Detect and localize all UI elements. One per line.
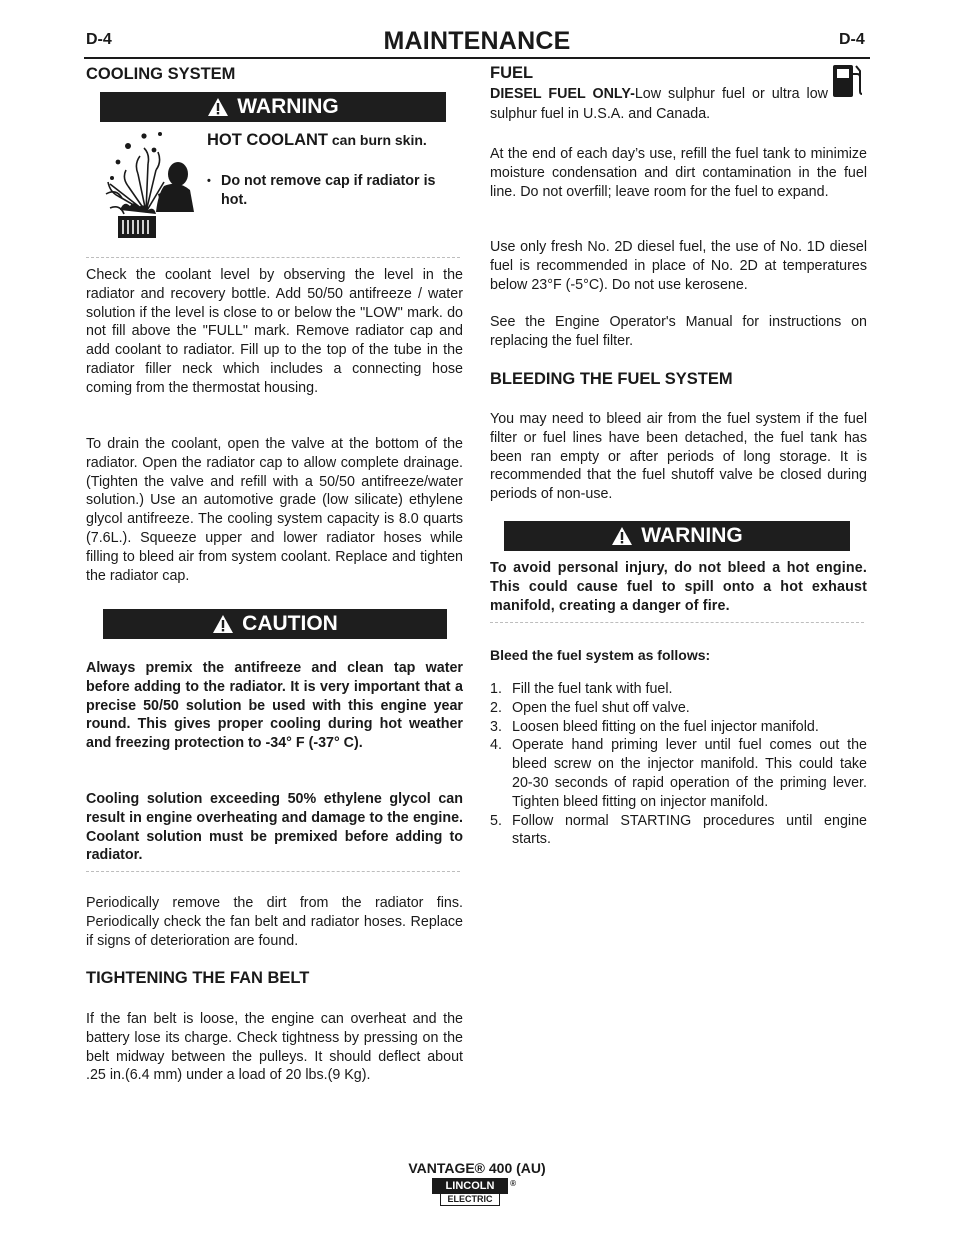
hot-coolant-title: HOT COOLANT — [207, 131, 328, 149]
fuel-heading: FUEL — [490, 64, 534, 82]
steps-intro: Bleed the fuel system as follows: — [490, 647, 711, 663]
divider — [86, 871, 460, 872]
bullet-text: Do not remove cap if radiator is hot. — [221, 173, 436, 208]
drain-coolant-paragraph: To drain the coolant, open the valve at the bottom of the radiator. Open the radiator cap to allow complete drainage. (Tighten the valve and refill with a 50/50 antifreeze/water solution.) Use an automotive grade (low silicate) ethylene glycol antifreeze. The cooling system capacity is 8.0 quarts (7.6L.). Squeeze upper and lower radiator hoses while filling to bleed air from system coolant. Replace and tighten the radiator cap. — [86, 436, 463, 584]
hot-coolant-warning — [207, 131, 467, 150]
fan-belt-paragraph: If the fan belt is loose, the engine can overheat and the battery lose its charge. Check tightness by pressing on the belt midway between the pulleys. It should deflect about .25 in.(6.4 mm) under a load of 20 lbs.(9 Kg). — [86, 1011, 463, 1084]
list-item — [490, 736, 867, 811]
header-rule — [84, 57, 870, 59]
radiator-fins-paragraph: Periodically remove the dirt from the radiator fins. Periodically check the fan belt and radiator hoses. Replace if signs of deterioration are found. — [86, 895, 463, 949]
bleeding-heading: BLEEDING THE FUEL SYSTEM — [490, 370, 733, 388]
fuel-warning-text: To avoid personal injury, do not bleed a hot engine. This could cause fuel to spill onto a hot exhaust manifold, creating a danger of fire. — [490, 560, 867, 614]
step-text: Fill the fuel tank with fuel. — [512, 681, 673, 697]
logo-registered-mark: ® — [510, 1179, 516, 1188]
hot-coolant-bullet — [207, 172, 464, 210]
page-code-right: D-4 — [839, 31, 865, 48]
list-item — [490, 812, 867, 850]
step-text: Operate hand priming lever until fuel comes out the bleed screw on the injector manifold. This could take 20-30 seconds of rapid operation of the priming lever. Tighten bleed fitting on injector manifold. — [512, 737, 867, 810]
list-item — [490, 718, 867, 737]
step-number: 1. — [490, 681, 502, 697]
page-title: MAINTENANCE — [383, 27, 571, 55]
warning-triangle-icon — [611, 526, 633, 546]
fuel-warning-label: WARNING — [641, 524, 743, 547]
step-text: Loosen bleed fitting on the fuel injector manifold. — [512, 718, 819, 735]
caution-premix-paragraph: Always premix the antifreeze and clean tap water before adding to the radiator. It is very important that a precise 50/50 solution be used with this engine year round. This gives proper cooling during hot weather and freezing protection to -34° F (-37° C). — [86, 660, 463, 752]
step-text: Open the fuel shut off valve. — [512, 699, 690, 716]
fuel-warning-banner — [504, 521, 850, 551]
warning-triangle-icon — [212, 614, 234, 634]
step-number: 4. — [490, 737, 502, 754]
hot-coolant-tail: can burn skin. — [328, 132, 427, 148]
step-number: 2. — [490, 699, 502, 716]
page-code-left: D-4 — [86, 31, 112, 48]
list-item — [490, 680, 867, 699]
fuel-filter-paragraph: See the Engine Operator's Manual for instructions on replacing the fuel filter. — [490, 314, 867, 349]
caution-banner — [103, 609, 447, 639]
logo-top: LINCOLN — [432, 1178, 508, 1194]
warning-label: WARNING — [237, 95, 339, 118]
logo-bottom: ELECTRIC — [440, 1194, 500, 1206]
step-number: 5. — [490, 812, 502, 829]
bleed-air-paragraph: You may need to bleed air from the fuel system if the fuel filter or fuel lines have been detached, the fuel tank has been ran empty or after periods of long storage. It is recommended that the fuel shutoff valve be closed during periods of non-use. — [490, 411, 867, 503]
caution-label: CAUTION — [242, 612, 338, 635]
list-item — [490, 699, 867, 718]
caution-glycol-paragraph: Cooling solution exceeding 50% ethylene glycol can result in engine overheating and damage to the engine. Coolant solution must be premixed before adding to radiator. — [86, 791, 463, 864]
fan-belt-heading: TIGHTENING THE FAN BELT — [86, 969, 310, 987]
bleed-steps-list — [490, 680, 867, 849]
diesel-fuel-rest: Low sulphur fuel or ultra low sulphur fuel in U.S.A. and Canada. — [490, 86, 828, 122]
diesel-grade-paragraph: Use only fresh No. 2D diesel fuel, the use of No. 1D diesel fuel is recommended in place of No. 2D at temperatures below 23°F (-5°C). Do not use kerosene. — [490, 239, 867, 293]
fuel-pump-icon — [832, 62, 864, 100]
divider — [490, 622, 864, 623]
warning-triangle-icon — [207, 97, 229, 117]
lincoln-electric-logo — [432, 1178, 516, 1206]
step-text: Follow normal STARTING procedures until engine starts. — [512, 812, 867, 848]
hot-coolant-icon — [98, 124, 194, 242]
cooling-system-heading: COOLING SYSTEM — [86, 65, 236, 83]
coolant-level-paragraph: Check the coolant level by observing the level in the radiator and recovery bottle. Add 50/50 antifreeze / water solution if the level is close to or below the "LOW" mark. do not fill above the "FULL" mark. Remove radiator cap and add coolant to radiator. Fill up to the top of the tube in the radiator filler neck which includes a connecting hose coming from the thermostat housing. — [86, 267, 463, 396]
warning-banner — [100, 92, 446, 122]
bullet-dot: • — [207, 175, 211, 187]
step-number: 3. — [490, 718, 502, 735]
divider — [86, 257, 460, 258]
diesel-fuel-note — [490, 84, 828, 124]
model-name: VANTAGE® 400 (AU) — [408, 1160, 546, 1176]
diesel-fuel-lead: DIESEL FUEL ONLY- — [490, 86, 635, 102]
refill-paragraph: At the end of each day’s use, refill the fuel tank to minimize moisture condensation and dirt contamination in the fuel line. Do not overfill; leave room for the fuel to expand. — [490, 146, 867, 200]
